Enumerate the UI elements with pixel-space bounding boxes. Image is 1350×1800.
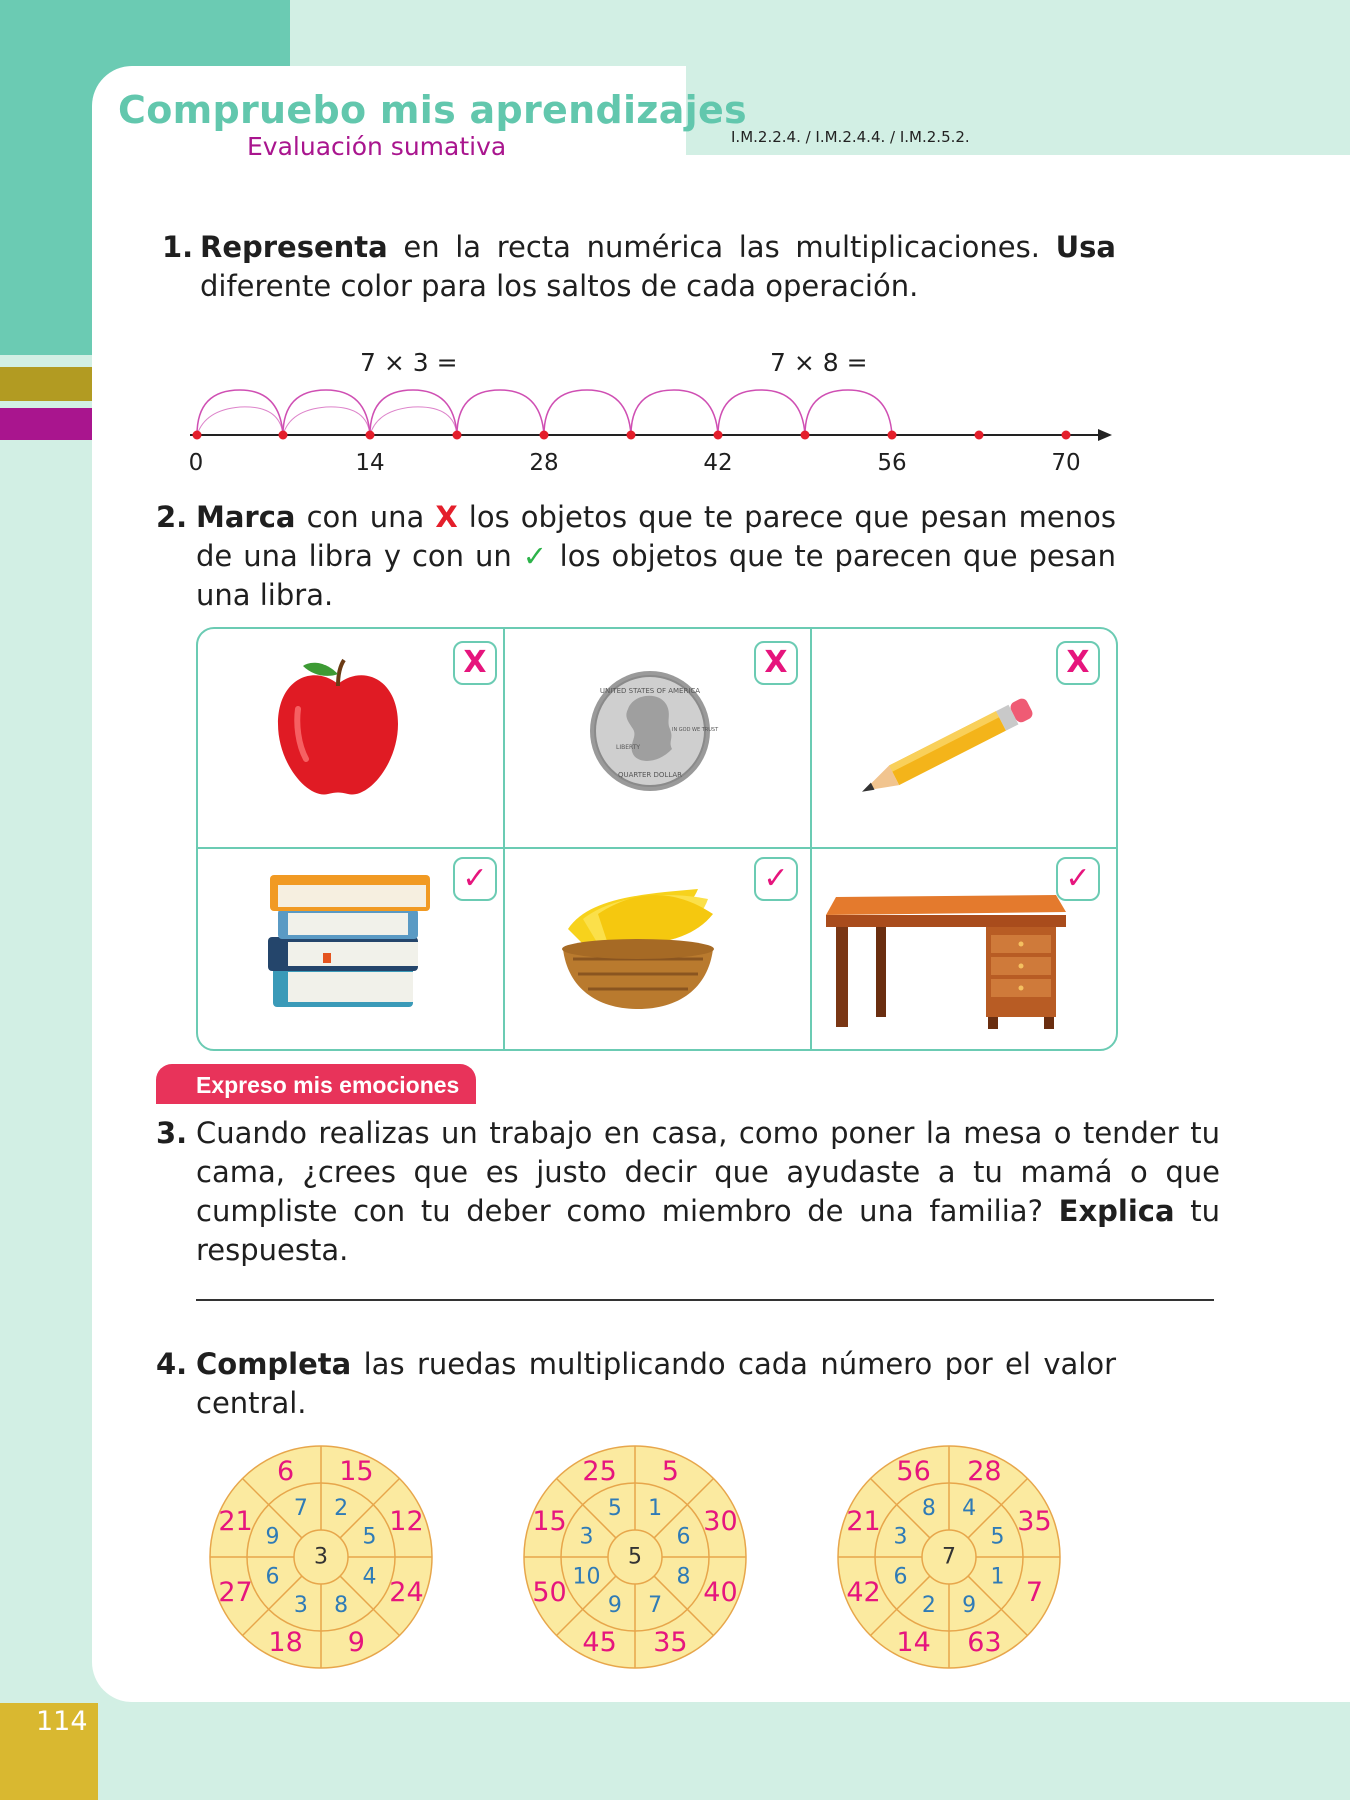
question-number: 2. <box>156 500 188 534</box>
tick-dot <box>801 431 810 440</box>
question-text: con una <box>295 500 436 534</box>
wheel-inner-number: 9 <box>607 1593 622 1619</box>
page-number: 114 <box>36 1706 88 1737</box>
tick-dot <box>366 431 375 440</box>
question-text: los objetos que te parecen que pesan una libra. <box>196 539 1116 612</box>
x-symbol: X <box>435 500 458 534</box>
mark-box[interactable]: X <box>1056 641 1100 685</box>
wheel-outer-product: 21 <box>218 1506 253 1538</box>
wheel-outer-product: 30 <box>703 1506 738 1538</box>
wheel-outer-product: 28 <box>967 1456 1002 1488</box>
wheel-inner-number: 8 <box>921 1495 936 1521</box>
wheel-graphic <box>834 1442 1064 1672</box>
instruction-verb: Explica <box>1058 1194 1175 1228</box>
question-2 <box>156 498 1116 615</box>
jump-arc <box>805 390 892 435</box>
wheel-outer-product: 35 <box>653 1626 688 1658</box>
grid-divider <box>810 629 812 1049</box>
question-1 <box>162 228 1116 306</box>
question-text: diferente color para los saltos de cada operación. <box>200 269 919 303</box>
question-4 <box>156 1345 1116 1423</box>
mark-box[interactable]: ✓ <box>754 857 798 901</box>
apple-image <box>268 654 408 804</box>
tick-dot <box>975 431 984 440</box>
wheel-center-value: 3 <box>314 1544 328 1570</box>
wheel-outer-product: 15 <box>339 1456 374 1488</box>
objects-grid <box>196 627 1118 1051</box>
wheel-outer-product: 40 <box>703 1576 738 1608</box>
question-text: en la recta numérica las multiplicaciones. <box>387 230 1056 264</box>
jump-arc <box>544 390 631 435</box>
wheel-outer-product: 25 <box>582 1456 617 1488</box>
wheel-outer-product: 14 <box>896 1626 931 1658</box>
wheel-inner-number: 4 <box>962 1495 977 1521</box>
question-text: las ruedas multiplicando cada número por el valor central. <box>196 1347 1116 1420</box>
number-line[interactable] <box>180 380 1120 440</box>
wheel-outer-product: 12 <box>389 1506 424 1538</box>
wheel-inner-number: 9 <box>962 1593 977 1619</box>
tick-label: 70 <box>1051 450 1081 476</box>
instruction-verb: Usa <box>1055 230 1116 264</box>
question-text: Cuando realizas un trabajo en casa, como poner la mesa o tender tu cama, ¿crees que es justo decir que ayudaste a tu mamá o que cumpliste con tu deber como miembro de una familia? <box>196 1116 1220 1228</box>
jump-arc <box>718 390 805 435</box>
wheel-inner-number: 1 <box>990 1564 1005 1590</box>
tick-label: 0 <box>188 450 204 476</box>
wheel-outer-product: 9 <box>347 1626 365 1658</box>
coin-text: UNITED STATES OF AMERICA <box>599 687 701 695</box>
bananas-basket-image <box>548 859 728 1019</box>
wheel-inner-number: 4 <box>362 1564 377 1590</box>
tick-dot <box>627 431 636 440</box>
emotions-tab: Expreso mis emociones <box>156 1064 476 1104</box>
wheel-outer-product: 42 <box>846 1576 881 1608</box>
wheel-inner-number: 6 <box>893 1564 908 1590</box>
wheel-inner-number: 9 <box>265 1524 280 1550</box>
equation-7x3: 7 × 3 = <box>360 348 458 377</box>
desk-image <box>816 857 1076 1037</box>
jump-arc-inner <box>283 407 370 435</box>
section-subtitle: Evaluación sumativa <box>247 132 507 161</box>
coin-text: IN GOD WE TRUST <box>672 727 719 733</box>
tick-label: 28 <box>529 450 559 476</box>
grid-divider <box>198 847 1116 849</box>
wheel-outer-product: 21 <box>846 1506 881 1538</box>
question-text: los objetos que te parece que pesan menos de una libra y con un <box>196 500 1116 573</box>
mark-box[interactable]: ✓ <box>1056 857 1100 901</box>
coin-text: QUARTER DOLLAR <box>617 771 683 779</box>
quarter-coin-image <box>588 669 719 794</box>
wheel-inner-number: 3 <box>893 1524 908 1550</box>
tick-label: 14 <box>355 450 385 476</box>
wheel-outer-product: 27 <box>218 1576 253 1608</box>
jump-arc <box>457 390 544 435</box>
axis-arrow <box>1098 429 1112 441</box>
wheel-center-value: 5 <box>628 1544 642 1570</box>
multiplication-wheel[interactable] <box>206 1442 436 1676</box>
multiplication-wheel[interactable] <box>834 1442 1064 1676</box>
wheel-outer-product: 50 <box>532 1576 567 1608</box>
wheel-outer-product: 7 <box>1025 1576 1044 1608</box>
tick-dot <box>714 431 723 440</box>
tick-dot <box>888 431 897 440</box>
wheel-inner-number: 6 <box>265 1564 280 1590</box>
wheel-outer-product: 24 <box>389 1576 424 1608</box>
wheel-outer-product: 6 <box>277 1456 295 1488</box>
tick-dot <box>193 431 202 440</box>
instruction-verb: Completa <box>196 1347 352 1381</box>
instruction-verb: Marca <box>196 500 296 534</box>
indicator-codes: I.M.2.2.4. / I.M.2.4.4. / I.M.2.5.2. <box>731 128 970 146</box>
wheel-inner-number: 5 <box>990 1524 1005 1550</box>
tick-dot <box>1062 431 1071 440</box>
section-title: Compruebo mis aprendizajes <box>118 88 747 132</box>
coin-text: LIBERTY <box>616 744 641 751</box>
wheel-inner-number: 3 <box>293 1593 308 1619</box>
question-3 <box>156 1114 1221 1270</box>
magenta-side-band <box>0 408 92 440</box>
wheel-outer-product: 63 <box>967 1626 1002 1658</box>
question-number: 3. <box>156 1116 188 1150</box>
grid-divider <box>503 629 505 1049</box>
wheel-inner-number: 5 <box>607 1495 622 1521</box>
wheel-outer-product: 5 <box>661 1456 679 1488</box>
jump-arc-inner <box>197 407 283 435</box>
mark-box[interactable]: ✓ <box>453 857 497 901</box>
pencil-image <box>848 699 1048 799</box>
wheel-inner-number: 7 <box>293 1495 308 1521</box>
multiplication-wheel[interactable] <box>520 1442 750 1676</box>
jump-arc-inner <box>370 407 457 435</box>
wheel-outer-product: 45 <box>582 1626 617 1658</box>
wheel-inner-number: 2 <box>334 1495 349 1521</box>
wheel-graphic <box>520 1442 750 1672</box>
wheel-inner-number: 7 <box>648 1593 663 1619</box>
tick-label: 42 <box>703 450 733 476</box>
tick-dot <box>540 431 549 440</box>
wheel-graphic <box>206 1442 436 1672</box>
wheel-inner-number: 6 <box>676 1524 691 1550</box>
tick-dot <box>453 431 462 440</box>
mark-box[interactable]: X <box>453 641 497 685</box>
instruction-verb: Representa <box>200 230 388 264</box>
wheel-inner-number: 5 <box>362 1524 377 1550</box>
olive-side-band <box>0 367 92 401</box>
question-text: tu respuesta. <box>196 1194 1221 1267</box>
question-number: 4. <box>156 1347 188 1381</box>
tick-dot <box>279 431 288 440</box>
wheel-inner-number: 8 <box>334 1593 349 1619</box>
wheel-center-value: 7 <box>942 1544 956 1570</box>
wheel-inner-number: 1 <box>648 1495 663 1521</box>
wheel-inner-number: 8 <box>676 1564 691 1590</box>
answer-line[interactable] <box>196 1299 1214 1301</box>
wheel-outer-product: 35 <box>1017 1506 1052 1538</box>
wheel-inner-number: 10 <box>572 1564 601 1590</box>
wheel-inner-number: 3 <box>579 1524 594 1550</box>
jump-arcs <box>197 390 892 435</box>
question-number: 1. <box>162 230 194 264</box>
wheel-outer-product: 18 <box>268 1626 303 1658</box>
mark-box[interactable]: X <box>754 641 798 685</box>
wheel-outer-product: 56 <box>896 1456 931 1488</box>
check-symbol: ✓ <box>522 539 549 573</box>
tick-label: 56 <box>877 450 907 476</box>
wheel-outer-product: 15 <box>532 1506 567 1538</box>
wheel-inner-number: 2 <box>921 1593 936 1619</box>
equation-7x8: 7 × 8 = <box>770 348 868 377</box>
books-stack-image <box>258 857 438 1017</box>
jump-arc <box>631 390 718 435</box>
